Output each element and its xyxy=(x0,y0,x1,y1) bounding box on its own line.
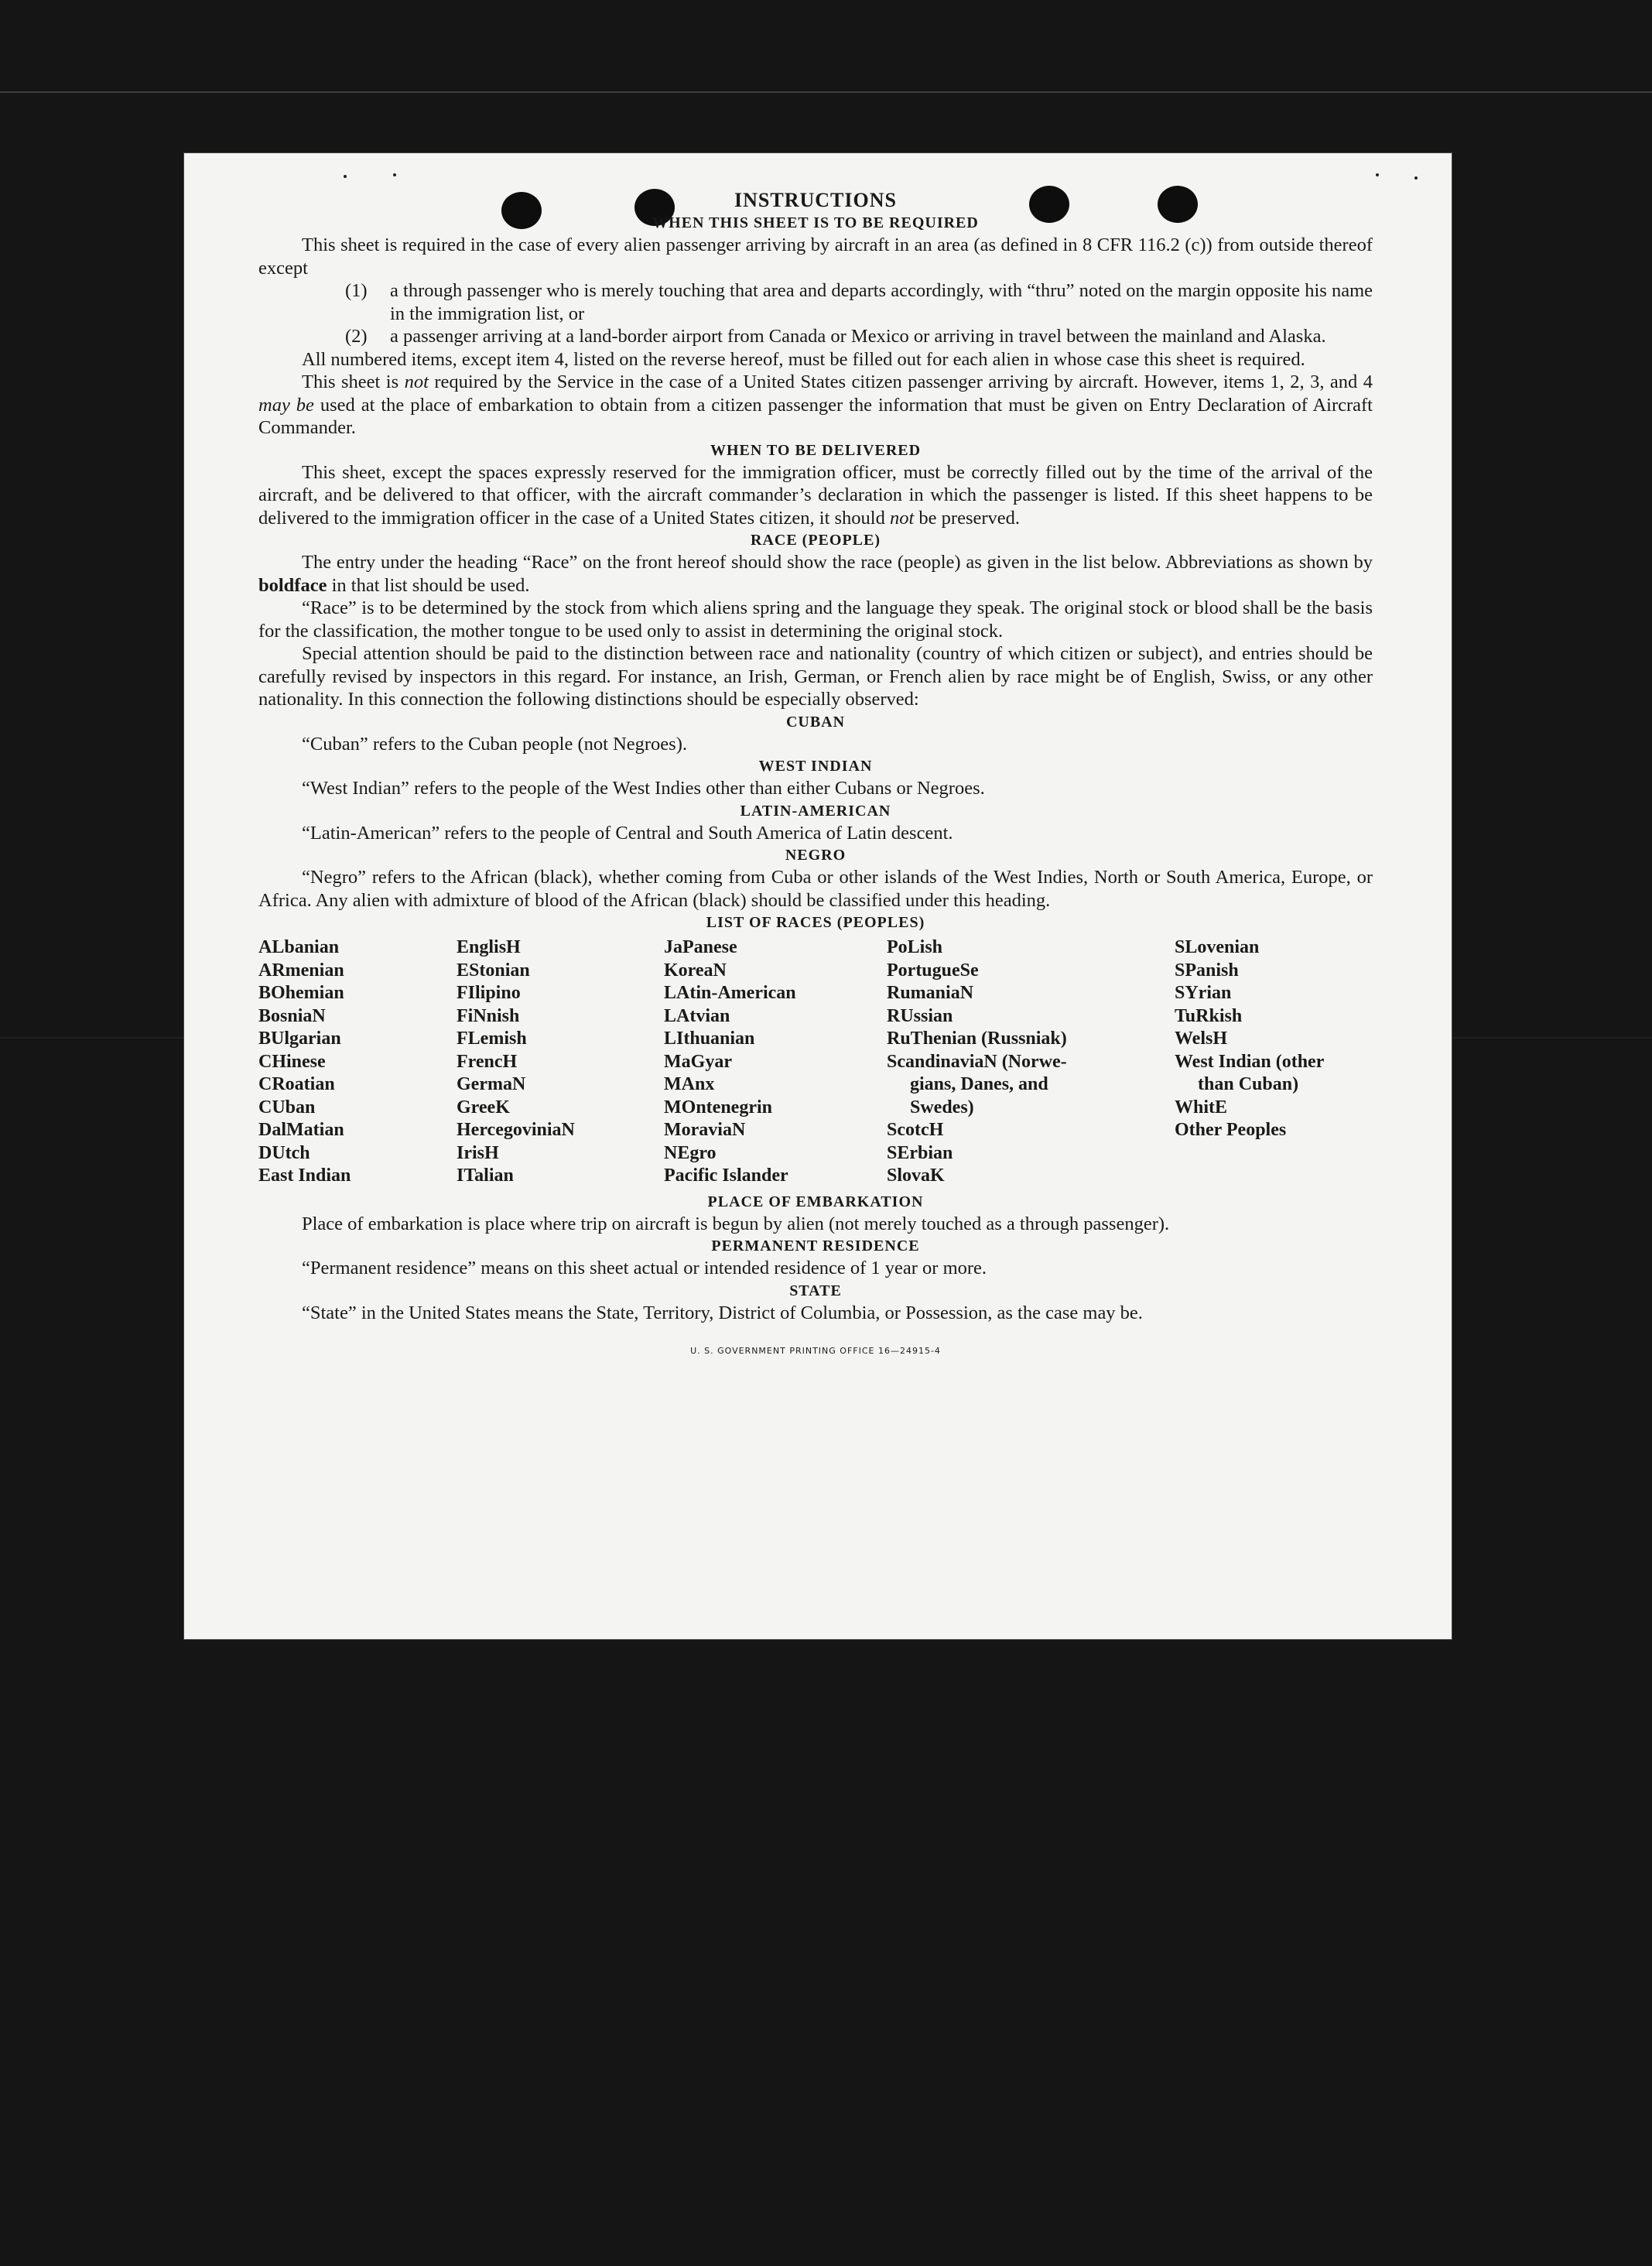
paragraph: “Race” is to be determined by the stock from which aliens spring and the language they speak. The original stock or blood shall be the basis for the classification, the mother tongue to be used only to assist in determining the original stock. xyxy=(258,597,1373,642)
race-column xyxy=(664,936,887,1188)
heading-latin-american: LATIN-AMERICAN xyxy=(740,802,891,820)
race-entry: MAnx xyxy=(664,1074,715,1094)
race-column xyxy=(258,936,457,1188)
race-entry: GreeK xyxy=(457,1097,510,1118)
heading-state: STATE xyxy=(789,1282,842,1299)
race-entry: SPanish xyxy=(1175,960,1239,981)
heading-when-delivered: WHEN TO BE DELIVERED xyxy=(710,441,922,459)
speck xyxy=(1376,173,1379,176)
race-entry: WhitE xyxy=(1175,1097,1228,1118)
race-column xyxy=(1175,936,1373,1188)
list-item xyxy=(345,325,1373,348)
race-entry: SYrian xyxy=(1175,983,1232,1003)
race-entry: SLovenian xyxy=(1175,937,1260,957)
speck xyxy=(393,173,396,176)
race-entry: ARmenian xyxy=(258,960,344,981)
item-number: (1) xyxy=(345,280,368,301)
race-entry: East Indian xyxy=(258,1166,351,1186)
race-entry: GermaN xyxy=(457,1074,526,1094)
race-entry: PortugueSe xyxy=(887,960,979,981)
paragraph: “Cuban” refers to the Cuban people (not Negroes). xyxy=(302,733,687,755)
race-entry: EStonian xyxy=(457,960,530,981)
race-entry: PoLish xyxy=(887,937,943,957)
race-entry: ITalian xyxy=(457,1166,514,1186)
paragraph: Place of embarkation is place where trip on aircraft is begun by alien (not merely touched as a through passenger). xyxy=(302,1213,1170,1234)
paragraph: All numbered items, except item 4, listed on the reverse hereof, must be filled out for each alien in whose case this sheet is required. xyxy=(302,348,1305,370)
list-item xyxy=(345,279,1373,325)
race-entry: CRoatian xyxy=(258,1074,335,1094)
race-entry: FrencH xyxy=(457,1051,518,1072)
paragraph: “Negro” refers to the African (black), whether coming from Cuba or other islands of the West Indies, North or South America, Europe, or Africa. Any alien with admixture of blood of the African (black) should be classified under this heading. xyxy=(258,867,1373,911)
race-entry: BosniaN xyxy=(258,1005,326,1026)
paragraph: This sheet is not required by the Service in the case of a United States citizen passenger arriving by aircraft. However, items 1, 2, 3, and 4 may be used at the place of embarkation to obtain from a citizen passenger the information that must be given on Entry Declaration of Aircraft Commander. xyxy=(258,371,1373,438)
race-entry: TuRkish xyxy=(1175,1005,1243,1026)
speck xyxy=(344,175,347,178)
race-entry: SErbian xyxy=(887,1142,953,1163)
document-page xyxy=(184,153,1452,1639)
race-entry: MoraviaN xyxy=(664,1120,746,1140)
race-entry: DUtch xyxy=(258,1142,310,1163)
scan-edge-line xyxy=(0,91,1652,93)
paragraph: This sheet is required in the case of every alien passenger arriving by aircraft in an area (as defined in 8 CFR 116.2 (c)) from outside thereof except xyxy=(258,234,1373,279)
race-entry: WelsH xyxy=(1175,1029,1228,1049)
race-entry: CHinese xyxy=(258,1051,326,1072)
heading-race: RACE (PEOPLE) xyxy=(751,532,881,549)
race-entry: CUban xyxy=(258,1097,316,1118)
race-entry: FIlipino xyxy=(457,983,521,1003)
race-entry: West Indian (other xyxy=(1175,1051,1325,1072)
race-entry: NEgro xyxy=(664,1142,717,1163)
printing-office-imprint: U. S. GOVERNMENT PRINTING OFFICE 16—24915-4 xyxy=(690,1346,941,1356)
item-text: a passenger arriving at a land-border airport from Canada or Mexico or arriving in travel between the mainland and Alaska. xyxy=(390,326,1326,347)
instructions-text xyxy=(258,189,1373,1363)
race-entry: FLemish xyxy=(457,1029,527,1049)
heading-cuban: CUBAN xyxy=(785,713,846,731)
race-entry: LAtvian xyxy=(664,1005,730,1026)
race-entry: DalMatian xyxy=(258,1120,344,1140)
race-column xyxy=(887,936,1175,1188)
race-entry: SlovaK xyxy=(887,1166,945,1186)
race-entry: EnglisH xyxy=(457,937,521,957)
race-entry: JaPanese xyxy=(664,937,737,957)
page-title: INSTRUCTIONS xyxy=(734,189,897,211)
race-entry: gians, Danes, and xyxy=(910,1074,1048,1094)
heading-list-of-races: LIST OF RACES (PEOPLES) xyxy=(706,914,925,931)
race-entry: Swedes) xyxy=(910,1097,974,1118)
race-column xyxy=(457,936,664,1188)
paragraph: “Latin-American” refers to the people of Central and South America of Latin descent. xyxy=(302,822,953,844)
heading-when-required: WHEN THIS SHEET IS TO BE REQUIRED xyxy=(652,214,979,231)
race-entry: KoreaN xyxy=(664,960,727,981)
race-entry: than Cuban) xyxy=(1198,1074,1299,1094)
heading-embarkation: PLACE OF EMBARKATION xyxy=(707,1193,924,1210)
paragraph: “State” in the United States means the State, Territory, District of Columbia, or Possession, as the case may be. xyxy=(302,1302,1143,1323)
race-entry: MaGyar xyxy=(664,1051,732,1072)
race-entry: FiNnish xyxy=(457,1005,520,1026)
race-entry: LAtin-American xyxy=(664,983,796,1003)
speck xyxy=(1414,176,1418,180)
paragraph: “Permanent residence” means on this sheet actual or intended residence of 1 year or more. xyxy=(302,1258,987,1278)
paragraph: “West Indian” refers to the people of the West Indies other than either Cubans or Negroes. xyxy=(302,778,985,799)
heading-negro: NEGRO xyxy=(785,847,847,864)
race-entry: BOhemian xyxy=(258,983,344,1003)
race-entry: BUlgarian xyxy=(258,1029,341,1049)
paragraph: Special attention should be paid to the distinction between race and nationality (country of which citizen or subject), and entries should be carefully revised by inspectors in this regard. For instance, an Irish, German, or French alien by race might be of English, Swiss, or any other nationality. In this connection the following distinctions should be especially observed: xyxy=(258,643,1373,710)
race-list xyxy=(258,936,1373,1188)
heading-permanent-residence: PERMANENT RESIDENCE xyxy=(711,1237,920,1255)
race-entry: ScotcH xyxy=(887,1120,944,1140)
race-entry: ALbanian xyxy=(258,937,340,957)
race-entry: RUssian xyxy=(887,1005,953,1026)
paragraph: The entry under the heading “Race” on the front hereof should show the race (people) as given in the list below. Abbreviations as shown by boldface in that list should be used. xyxy=(258,552,1373,596)
item-number: (2) xyxy=(345,326,368,347)
item-text: a through passenger who is merely touching that area and departs accordingly, with “thru” noted on the margin opposite his name in the immigration list, or xyxy=(390,280,1373,324)
race-entry: RuThenian (Russniak) xyxy=(887,1029,1067,1049)
race-entry: ScandinaviaN (Norwe- xyxy=(887,1051,1067,1072)
race-entry: MOntenegrin xyxy=(664,1097,772,1118)
race-entry: LIthuanian xyxy=(664,1029,755,1049)
paragraph: This sheet, except the spaces expressly reserved for the immigration officer, must be correctly filled out by the time of the arrival of the aircraft, and be delivered to that officer, with the aircraft commander’s declaration in which the passenger is listed. If this sheet happens to be delivered to the immigration officer in the case of a United States citizen, it should not be preserved. xyxy=(258,461,1373,529)
race-entry: RumaniaN xyxy=(887,983,974,1003)
heading-west-indian: WEST INDIAN xyxy=(758,758,873,775)
race-entry: Pacific Islander xyxy=(664,1166,788,1186)
race-entry: HercegoviniaN xyxy=(457,1120,575,1140)
race-entry: Other Peoples xyxy=(1175,1120,1287,1140)
race-entry: IrisH xyxy=(457,1142,499,1163)
